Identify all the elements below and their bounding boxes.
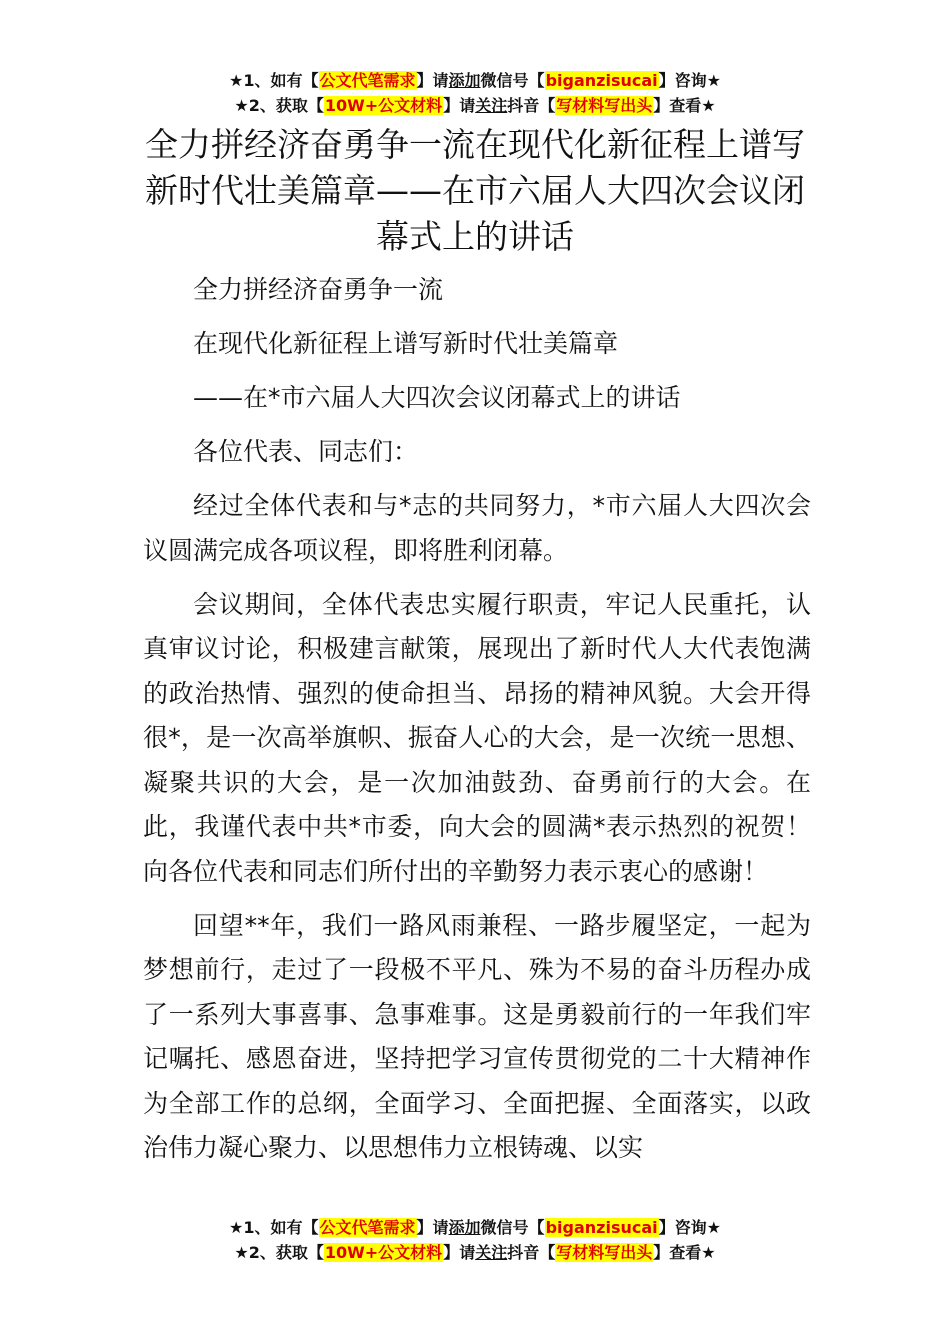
banner-line-1 <box>0 1215 950 1240</box>
banner-text: 抖音【 <box>507 1243 556 1262</box>
banner-underline: 关注 <box>475 96 508 115</box>
document-title: 全力拼经济奋勇争一流在现代化新征程上谱写新时代壮美篇章——在市六届人大四次会议闭幕式上的讲话 <box>145 125 805 256</box>
paragraph: 经过全体代表和与*志的共同努力，*市六届人大四次会议圆满完成各项议程，即将胜利闭幕。 <box>143 491 811 565</box>
banner-highlight: 10W+公文材料 <box>324 96 443 115</box>
subtitle-line: 全力拼经济奋勇争一流 <box>193 275 444 304</box>
banner-highlight: 公文代笔需求 <box>319 1218 416 1237</box>
banner-text: 】请 <box>443 1243 476 1262</box>
banner-text: 】请 <box>443 96 476 115</box>
banner-text: ★1、如有【 <box>229 71 319 90</box>
subtitle-line: 在现代化新征程上谱写新时代壮美篇章 <box>193 329 619 358</box>
footer-banner <box>0 1215 950 1265</box>
banner-highlight: biganzisucai <box>545 1218 658 1237</box>
banner-text: 】咨询★ <box>658 71 721 90</box>
banner-highlight: 10W+公文材料 <box>324 1243 443 1262</box>
banner-line-2 <box>0 1240 950 1265</box>
banner-text: 微信号【 <box>480 1218 545 1237</box>
banner-line-1 <box>0 68 950 93</box>
paragraph: 回望**年，我们一路风雨兼程、一路步履坚定，一起为梦想前行，走过了一段极不平凡、殊为不易的奋斗历程办成了一系列大事喜事、急事难事。这是勇毅前行的一年我们牢记嘱托、感恩奋进，坚持把学习宣传贯彻党的二十大精神作为全部工作的总纲，全面学习、全面把握、全面落实，以政治伟力凝心聚力、以思想伟力立根铸魂、以实 <box>143 910 811 1162</box>
banner-underline: 关注 <box>475 1243 508 1262</box>
banner-highlight: 写材料写出头 <box>556 96 653 115</box>
banner-text: 】请 <box>416 1218 449 1237</box>
header-banner <box>0 68 950 118</box>
paragraph: 会议期间，全体代表忠实履行职责，牢记人民重托，认真审议讨论，积极建言献策，展现出了新时代人大代表饱满的政治热情、强烈的使命担当、昂扬的精神风貌。大会开得很*，是一次高举旗帜、振奋人心的大会，是一次统一思想、凝聚共识的大会，是一次加油鼓劲、奋勇前行的大会。在此，我谨代表中共*市委，向大会的圆满*表示热烈的祝贺！向各位代表和同志们所付出的辛勤努力表示衷心的感谢！ <box>143 589 811 886</box>
banner-text: 】请 <box>416 71 449 90</box>
subtitle-line: ——在*市六届人大四次会议闭幕式上的讲话 <box>193 383 681 412</box>
banner-highlight: 公文代笔需求 <box>319 71 416 90</box>
salutation: 各位代表、同志们： <box>193 437 419 466</box>
banner-highlight: 写材料写出头 <box>556 1243 653 1262</box>
banner-text: 】查看★ <box>653 96 716 115</box>
banner-underline: 添加 <box>448 1218 481 1237</box>
banner-text: 微信号【 <box>480 71 545 90</box>
banner-text: 抖音【 <box>507 96 556 115</box>
banner-line-2 <box>0 93 950 118</box>
banner-underline: 添加 <box>448 71 481 90</box>
banner-text: ★2、获取【 <box>234 96 324 115</box>
document-body <box>143 268 811 1180</box>
banner-text: 】咨询★ <box>658 1218 721 1237</box>
banner-text: ★2、获取【 <box>234 1243 324 1262</box>
banner-text: ★1、如有【 <box>229 1218 319 1237</box>
banner-highlight: biganzisucai <box>545 71 658 90</box>
banner-text: 】查看★ <box>653 1243 716 1262</box>
